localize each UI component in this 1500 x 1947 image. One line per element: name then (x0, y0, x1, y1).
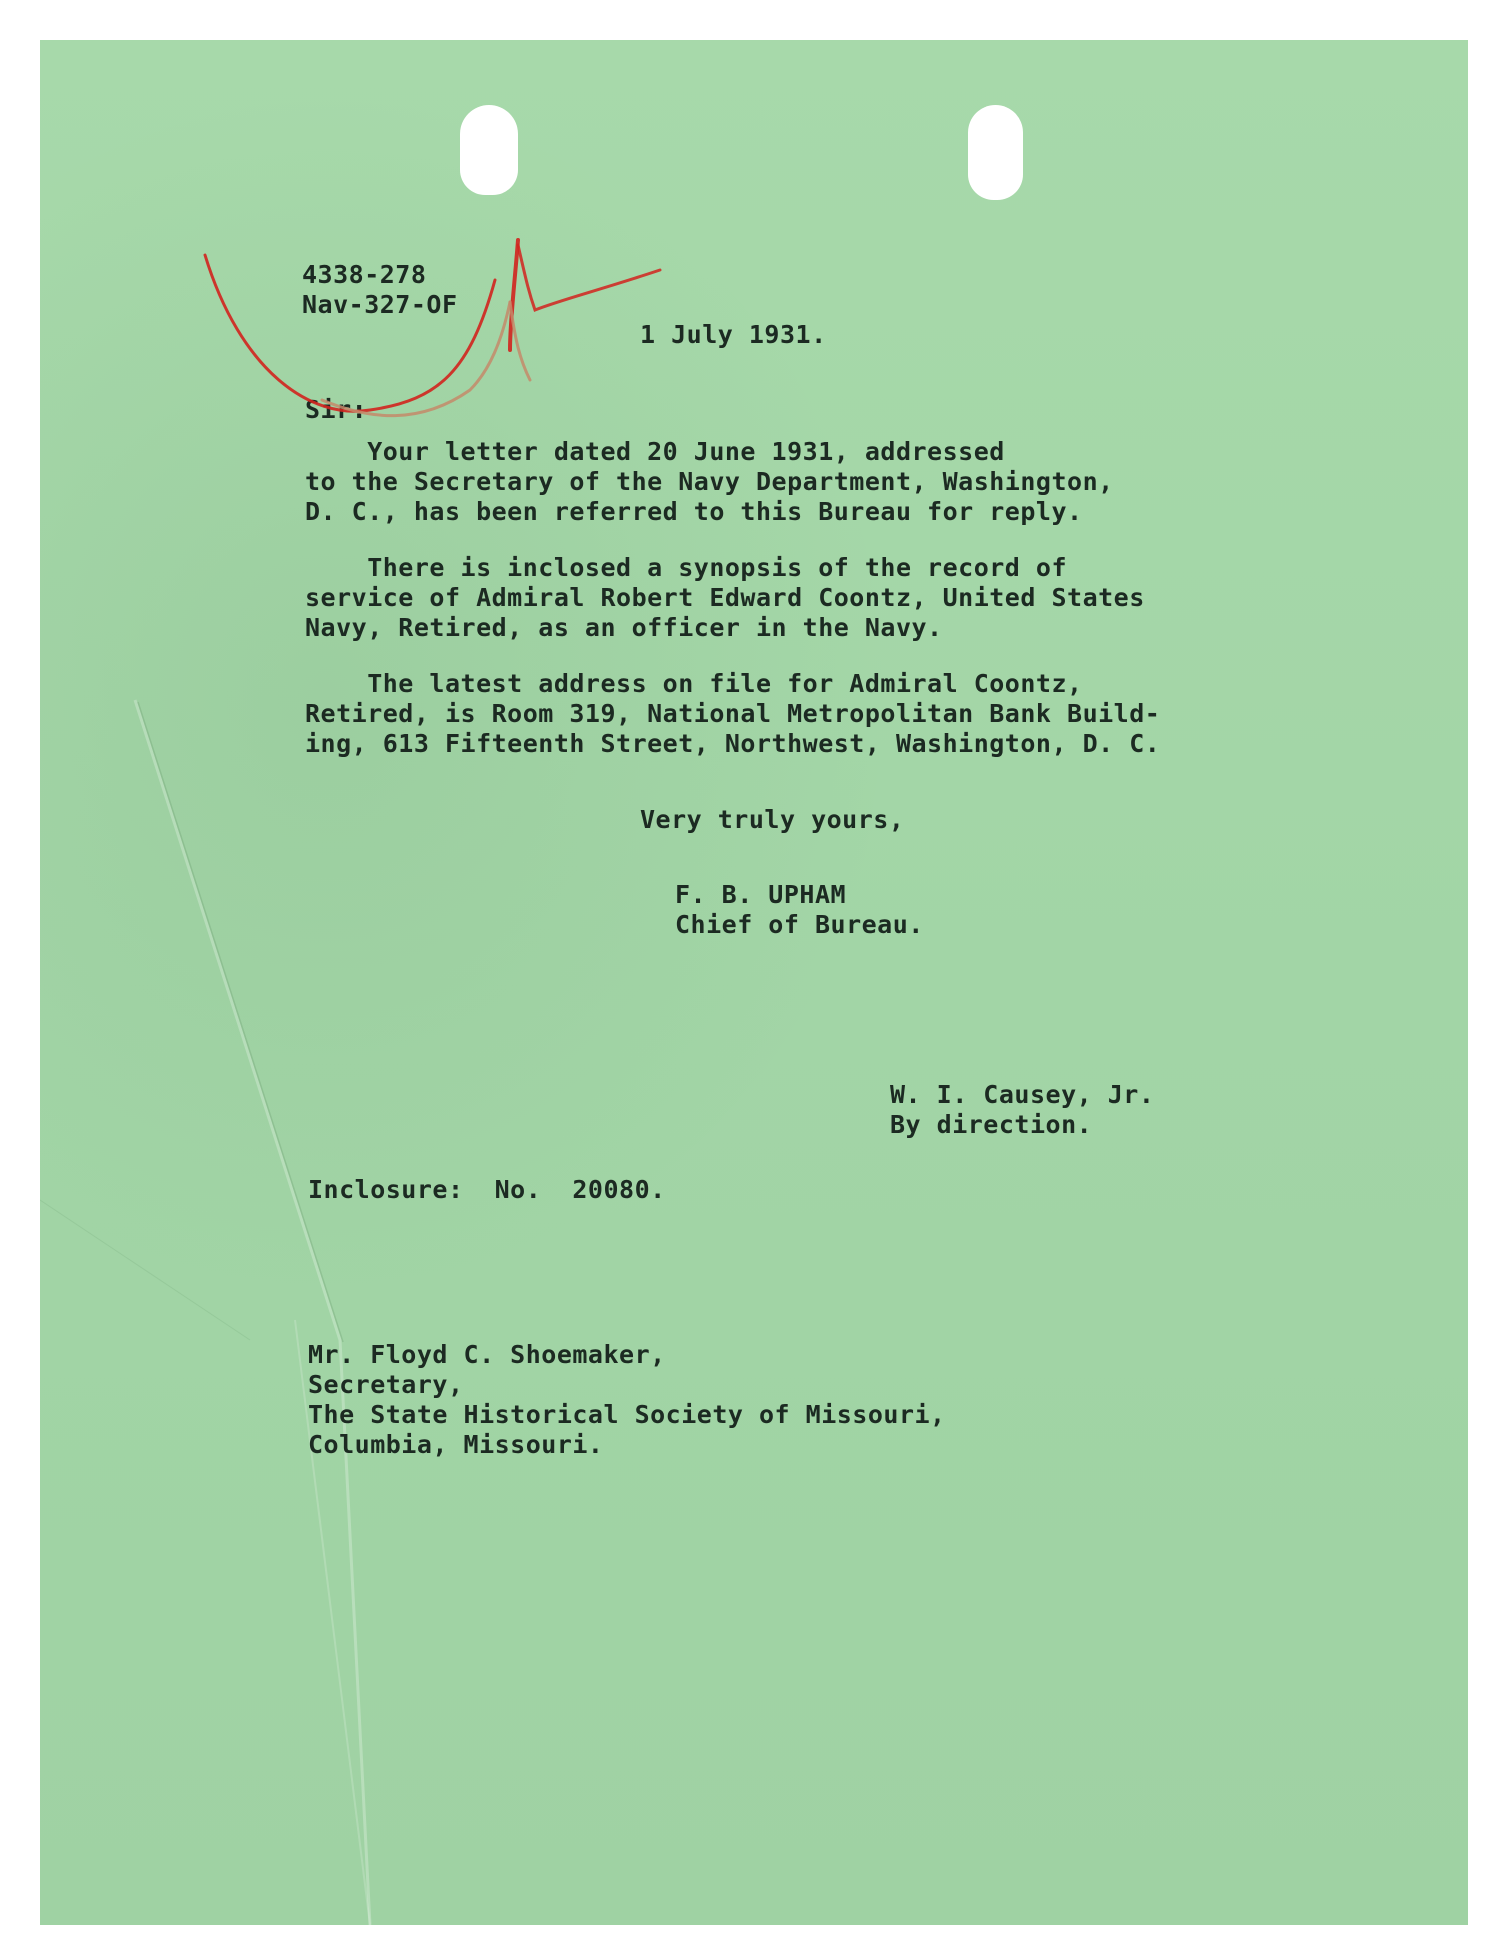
closing: Very truly yours, (640, 805, 905, 834)
paragraph-1-line-3: D. C., has been referred to this Bureau for reply. (305, 497, 1083, 526)
punch-hole-left (460, 105, 518, 195)
letter-date: 1 July 1931. (640, 320, 827, 349)
file-number-1: 4338-278 (302, 260, 427, 289)
by-direction-name: W. I. Causey, Jr. (890, 1080, 1155, 1109)
by-direction-note: By direction. (890, 1110, 1093, 1139)
signatory-name: F. B. UPHAM (675, 880, 847, 909)
paragraph-2-line-3: Navy, Retired, as an officer in the Navy. (305, 613, 943, 642)
file-number-2: Nav-327-OF (302, 290, 458, 319)
paragraph-1-line-1: Your letter dated 20 June 1931, addressed (305, 437, 1005, 466)
paragraph-2-line-2: service of Admiral Robert Edward Coontz, United States (305, 583, 1145, 612)
addressee-line-2: Secretary, (308, 1370, 464, 1399)
signatory-title: Chief of Bureau. (675, 910, 924, 939)
inclosure-line: Inclosure: No. 20080. (308, 1175, 666, 1204)
addressee-line-1: Mr. Floyd C. Shoemaker, (308, 1340, 666, 1369)
addressee-line-3: The State Historical Society of Missouri, (308, 1400, 946, 1429)
paragraph-3-line-2: Retired, is Room 319, National Metropolitan Bank Build- (305, 699, 1161, 728)
punch-hole-right (968, 105, 1023, 200)
paragraph-3-line-3: ing, 613 Fifteenth Street, Northwest, Washington, D. C. (305, 729, 1161, 758)
addressee-line-4: Columbia, Missouri. (308, 1430, 604, 1459)
paragraph-3-line-1: The latest address on file for Admiral Coontz, (305, 669, 1083, 698)
green-letter-sheet (40, 40, 1468, 1925)
salutation: Sir: (305, 395, 368, 424)
paragraph-2-line-1: There is inclosed a synopsis of the record of (305, 553, 1068, 582)
paragraph-1-line-2: to the Secretary of the Navy Department, Washington, (305, 467, 1114, 496)
